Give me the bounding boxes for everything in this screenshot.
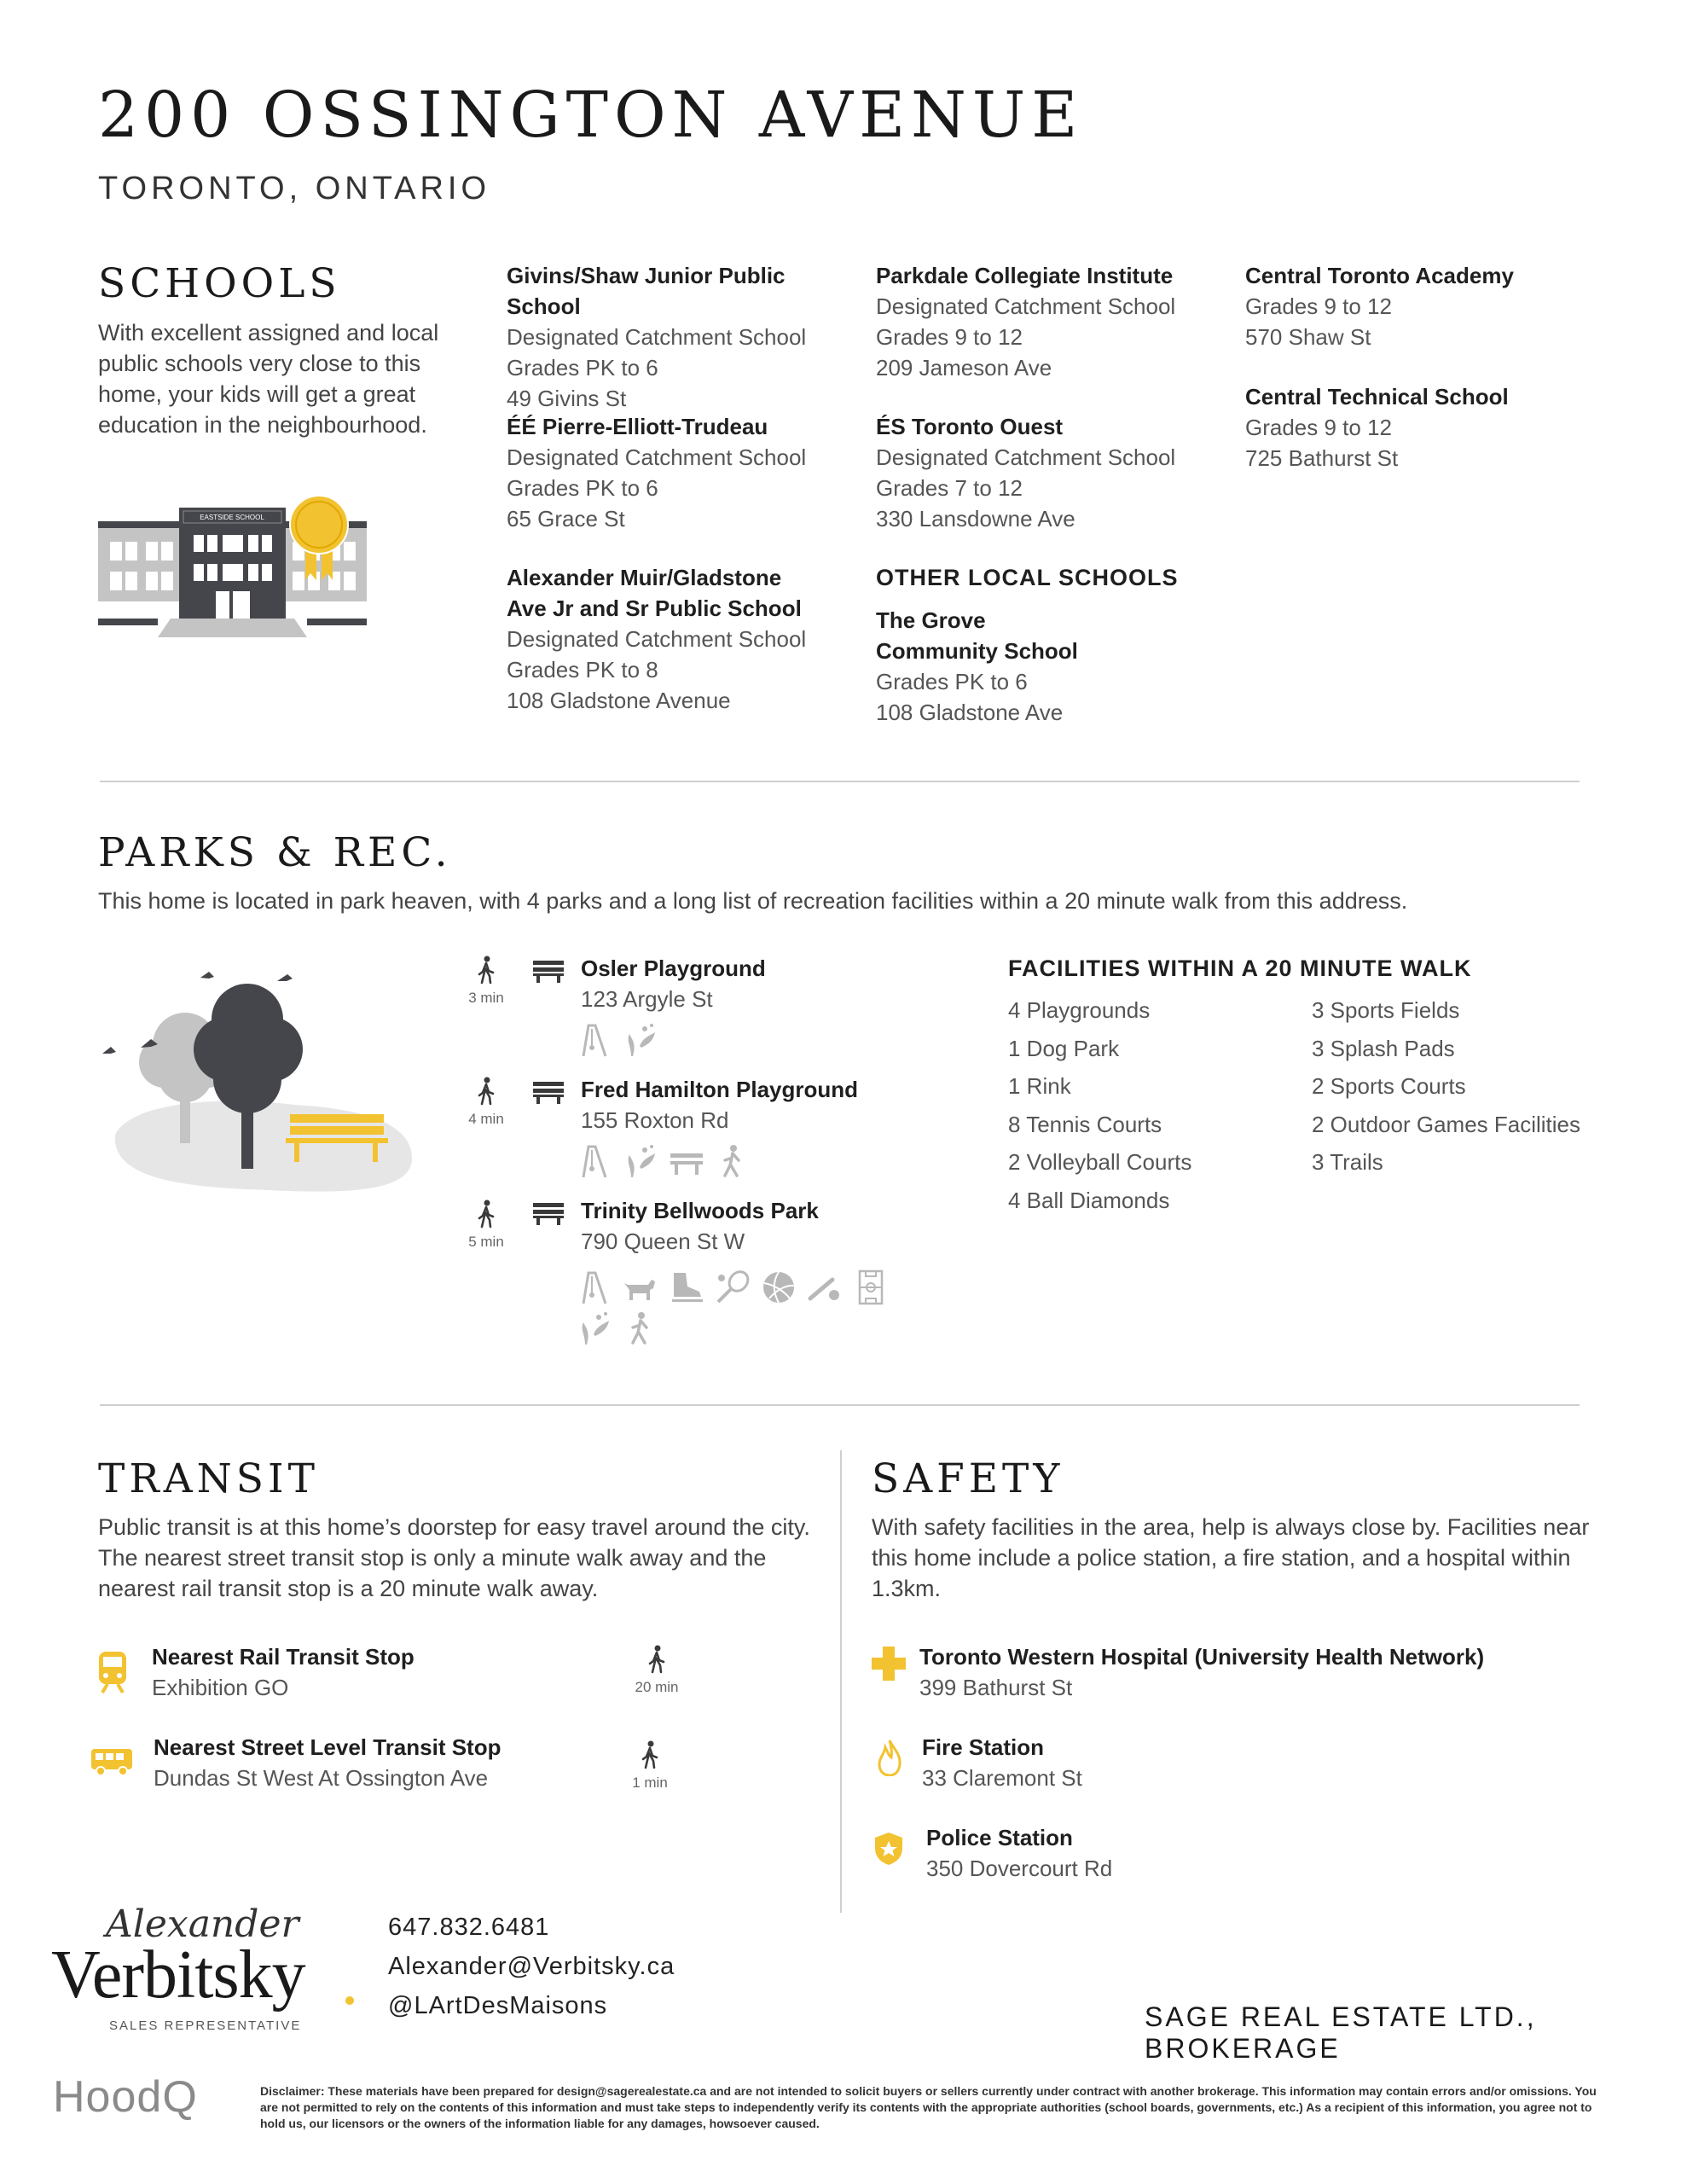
tennis-icon — [715, 1269, 751, 1305]
bench-icon — [533, 1203, 564, 1229]
school-building-illustration — [98, 491, 405, 648]
school-address: 108 Gladstone Avenue — [507, 688, 731, 713]
hospital-icon — [870, 1645, 907, 1687]
school-address: 725 Bathurst St — [1245, 445, 1399, 471]
hoodq-logo: HoodQ — [53, 2072, 198, 2122]
bench-icon — [533, 961, 564, 987]
facilities-heading: FACILITIES WITHIN A 20 MINUTE WALK — [1008, 956, 1472, 981]
parks-heading: PARKS & REC. — [98, 829, 452, 876]
agent-email[interactable]: Alexander@Verbitsky.ca — [388, 1953, 675, 1980]
walking-icon — [476, 956, 496, 985]
school-name: ÉS Toronto Ouest — [876, 414, 1064, 439]
walk-time-label: 4 min — [468, 1111, 504, 1127]
agent-social[interactable]: @LArtDesMaisons — [388, 1992, 608, 2019]
police-icon — [873, 1831, 904, 1871]
playground-icon — [577, 1143, 612, 1179]
school-name: Central Technical School — [1245, 384, 1509, 410]
walk-time-label: 20 min — [635, 1679, 679, 1695]
safety-intro: With safety facilities in the area, help is always close by. Facilities near this home include a police station, a fire station, and a hospital within 1.3km. — [872, 1514, 1590, 1601]
school-address: 49 Givins St — [507, 386, 627, 411]
brokerage-name: SAGE REAL ESTATE LTD., BROKERAGE — [1145, 2001, 1537, 2064]
transit-intro: Public transit is at this home’s doorstep for easy travel around the city. The nearest street transit stop is only a minute walk away and the nearest rail transit stop is a 20 minute walk away. — [98, 1514, 810, 1601]
sports-icon — [715, 1143, 751, 1179]
school-detail: Grades 7 to 12 — [876, 475, 1023, 501]
school-name: ÉÉ Pierre-Elliott-Trudeau — [507, 414, 768, 439]
page-title: 200 OSSINGTON AVENUE — [98, 78, 1084, 152]
safety-item-address: 33 Claremont St — [922, 1765, 1082, 1791]
park-name: Fred Hamilton Playground — [581, 1077, 859, 1102]
school-address: 570 Shaw St — [1245, 324, 1371, 350]
park-entry — [581, 1074, 858, 1136]
school-sign-text: EASTSIDE SCHOOL — [200, 514, 264, 521]
transit-stop-label: Nearest Street Level Transit Stop — [154, 1734, 501, 1760]
section-divider — [100, 781, 1580, 782]
agent-signature: Alexander — [106, 1902, 299, 1946]
walk-time — [616, 1740, 684, 1792]
walk-time-label: 1 min — [632, 1774, 668, 1791]
logo-dot — [345, 1996, 354, 2005]
column-divider — [840, 1450, 842, 1913]
school-entry — [876, 605, 1098, 728]
schools-intro: With excellent assigned and local public schools very close to this home, your kids will get a great education in the neighbourhood. — [98, 320, 439, 438]
school-detail: Designated Catchment School — [876, 444, 1176, 470]
agent-contact — [388, 1908, 675, 2025]
walking-icon — [646, 1645, 667, 1674]
school-name: The Grove Community School — [876, 607, 1078, 664]
safety-item — [926, 1822, 1112, 1884]
agent-title: SALES REPRESENTATIVE — [109, 2018, 302, 2033]
fire-icon — [877, 1739, 902, 1780]
school-address: 65 Grace St — [507, 506, 625, 531]
playground-icon — [577, 1269, 612, 1305]
facility-item: 2 Sports Courts — [1312, 1073, 1466, 1099]
bus-icon — [90, 1747, 134, 1780]
facility-item: 1 Rink — [1008, 1073, 1071, 1099]
transit-stop — [152, 1641, 415, 1703]
facility-item: 4 Ball Diamonds — [1008, 1187, 1170, 1213]
safety-item-name: Police Station — [926, 1825, 1073, 1850]
school-name: Givins/Shaw Junior Public School — [507, 263, 786, 319]
facility-item: 1 Dog Park — [1008, 1035, 1120, 1061]
agent-logo — [51, 1902, 358, 2039]
safety-item-name: Fire Station — [922, 1734, 1045, 1760]
school-detail: Designated Catchment School — [507, 444, 807, 470]
walk-time — [461, 956, 512, 1007]
park-entry — [581, 953, 766, 1014]
splash-pad-icon — [577, 1310, 612, 1346]
walk-time — [623, 1645, 691, 1696]
dog-park-icon — [623, 1269, 658, 1305]
transit-stop-name: Exhibition GO — [152, 1675, 289, 1700]
safety-item — [922, 1732, 1082, 1793]
park-name: Trinity Bellwoods Park — [581, 1198, 819, 1223]
park-illustration — [98, 956, 422, 1216]
picnic-bench-icon — [669, 1143, 704, 1179]
park-address: 790 Queen St W — [581, 1228, 745, 1254]
baseball-icon — [807, 1269, 843, 1305]
skate-icon — [669, 1269, 704, 1305]
school-entry — [876, 260, 1234, 383]
safety-item-address: 399 Bathurst St — [919, 1675, 1073, 1700]
school-name: Parkdale Collegiate Institute — [876, 263, 1174, 288]
school-detail: Grades PK to 6 — [507, 475, 658, 501]
transit-stop-label: Nearest Rail Transit Stop — [152, 1644, 415, 1670]
parks-intro: This home is located in park heaven, with 4 parks and a long list of recreation facilities within a 20 minute walk from this address. — [98, 888, 1408, 914]
school-detail: Designated Catchment School — [507, 324, 807, 350]
walk-time — [461, 1199, 512, 1251]
facility-item: 3 Trails — [1312, 1149, 1383, 1175]
transit-stop-name: Dundas St West At Ossington Ave — [154, 1765, 489, 1791]
facility-item: 2 Outdoor Games Facilities — [1312, 1111, 1581, 1137]
facility-item: 4 Playgrounds — [1008, 997, 1151, 1023]
park-address: 123 Argyle St — [581, 986, 713, 1012]
facility-item: 8 Tennis Courts — [1008, 1111, 1162, 1137]
walking-icon — [476, 1199, 496, 1228]
volleyball-icon — [761, 1269, 797, 1305]
school-detail: Grades 9 to 12 — [1245, 293, 1392, 319]
school-address: 108 Gladstone Ave — [876, 700, 1064, 725]
walking-icon — [476, 1077, 496, 1106]
sports-field-icon — [853, 1269, 889, 1305]
school-name: Central Toronto Academy — [1245, 263, 1514, 288]
school-detail: Grades PK to 6 — [507, 355, 658, 380]
school-detail: Designated Catchment School — [876, 293, 1176, 319]
school-address: 209 Jameson Ave — [876, 355, 1052, 380]
park-amenities — [577, 1143, 751, 1179]
splash-pad-icon — [623, 1143, 658, 1179]
school-address: 330 Lansdowne Ave — [876, 506, 1075, 531]
school-entry — [507, 411, 856, 534]
school-name: Alexander Muir/Gladstone Ave Jr and Sr Public School — [507, 565, 802, 621]
safety-item-name: Toronto Western Hospital (University Health Network) — [919, 1644, 1485, 1670]
walk-time-label: 3 min — [468, 990, 504, 1006]
facilities-list-right — [1312, 991, 1619, 1182]
transit-stop — [154, 1732, 501, 1793]
train-icon — [96, 1650, 130, 1699]
safety-item — [919, 1641, 1484, 1703]
sports-icon — [623, 1310, 658, 1346]
park-address: 155 Roxton Rd — [581, 1107, 729, 1133]
park-amenities — [577, 1269, 889, 1305]
school-entry — [1245, 381, 1603, 473]
school-entry — [507, 260, 856, 414]
school-detail: Grades PK to 6 — [876, 669, 1028, 694]
school-detail: Grades 9 to 12 — [876, 324, 1023, 350]
splash-pad-icon — [623, 1022, 658, 1058]
transit-heading: TRANSIT — [98, 1455, 319, 1502]
school-detail: Grades PK to 8 — [507, 657, 658, 682]
park-amenities-row2 — [577, 1310, 658, 1346]
walk-time — [461, 1077, 512, 1128]
park-entry — [581, 1195, 819, 1257]
safety-item-address: 350 Dovercourt Rd — [926, 1856, 1113, 1881]
facilities-list-left — [1008, 991, 1298, 1219]
park-name: Osler Playground — [581, 956, 766, 981]
playground-icon — [577, 1022, 612, 1058]
facility-item: 3 Splash Pads — [1312, 1035, 1455, 1061]
agent-phone[interactable]: 647.832.6481 — [388, 1914, 550, 1941]
school-entry — [1245, 260, 1603, 352]
school-detail: Grades 9 to 12 — [1245, 415, 1392, 440]
other-schools-heading: OTHER LOCAL SCHOOLS — [876, 565, 1179, 590]
school-entry — [507, 562, 814, 716]
walk-time-label: 5 min — [468, 1234, 504, 1250]
page-subtitle: TORONTO, ONTARIO — [98, 171, 491, 206]
facility-item: 2 Volleyball Courts — [1008, 1149, 1192, 1175]
section-divider — [100, 1404, 1580, 1406]
facility-item: 3 Sports Fields — [1312, 997, 1460, 1023]
bench-icon — [533, 1082, 564, 1108]
school-detail: Designated Catchment School — [507, 626, 807, 652]
safety-heading: SAFETY — [872, 1455, 1064, 1502]
school-entry — [876, 411, 1234, 534]
disclaimer: Disclaimer: These materials have been prepared for design@sagerealestate.ca and are not intended to solicit buyers or sellers currently under contract with another brokerage. This information may contain errors and/or omissions. You are not permitted to rely on the contents of this information and must take steps to independently verify its contents with the appropriate authorities (school boards, governments, etc.) As a recipient of this information, you agree not to hold us, our licensors or the owners of the information liable for any damages, howsoever caused. — [260, 2084, 1597, 2130]
schools-heading: SCHOOLS — [98, 260, 341, 307]
agent-name: Verbitsky — [51, 1937, 305, 2013]
walking-icon — [640, 1740, 660, 1769]
park-amenities — [577, 1022, 658, 1058]
